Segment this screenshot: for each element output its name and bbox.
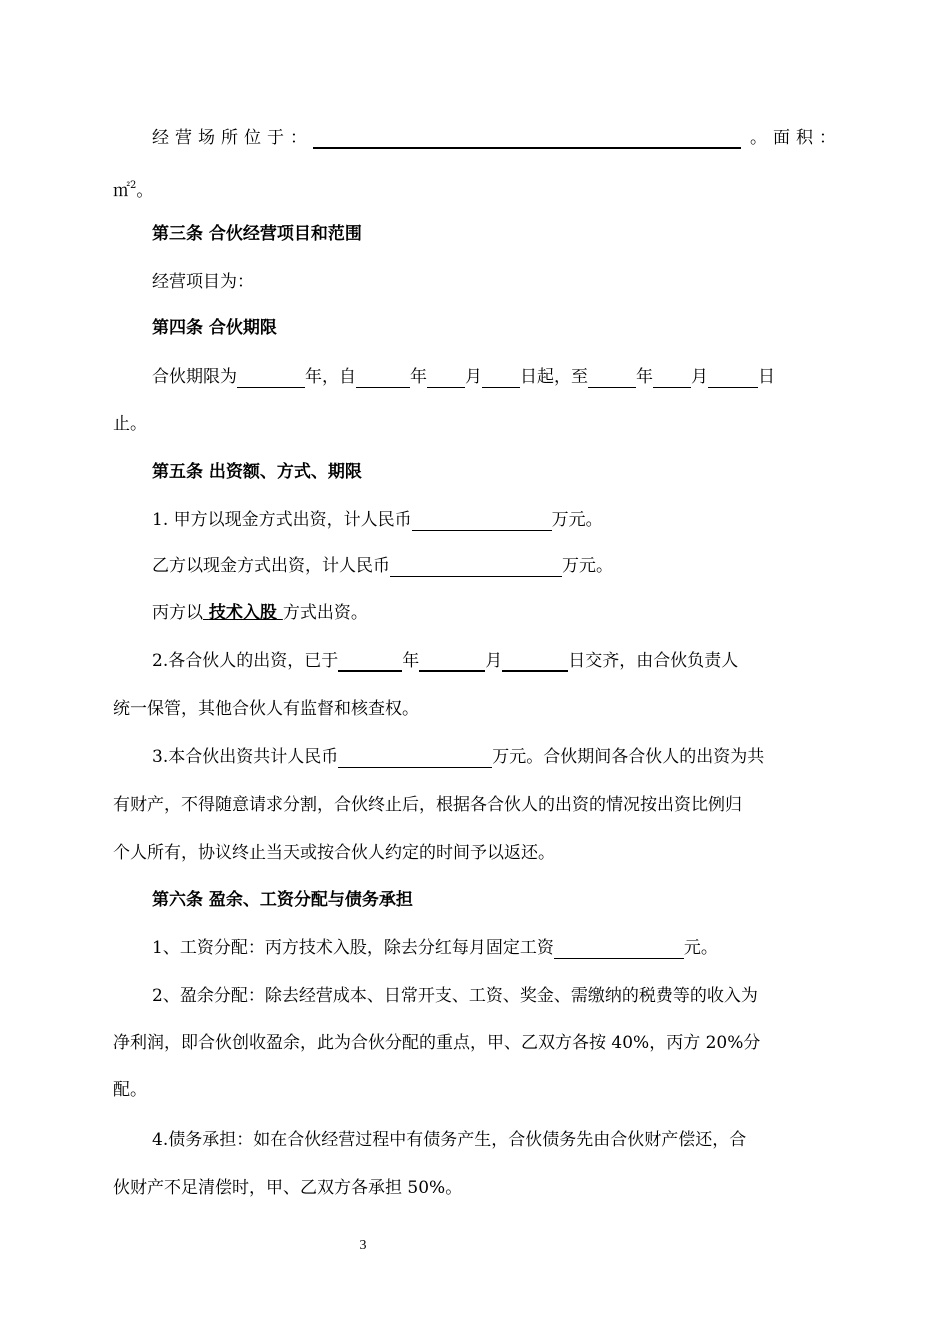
party-b-unit: 万元。: [562, 556, 613, 576]
term-label: 合伙期限为: [152, 367, 237, 387]
article6-item4-line1: 4.债务承担：如在合伙经营过程中有债务产生，合伙债务先由合伙财产偿还，合: [152, 1130, 747, 1150]
salary-amount-blank: [554, 938, 684, 959]
area-unit-end: 。: [136, 181, 154, 201]
article6-item2-line1: 2、盈余分配：除去经营成本、日常开支、工资、奖金、需缴纳的税费等的收入为: [152, 986, 758, 1006]
total-amount-blank: [338, 747, 492, 768]
location-blank: [313, 127, 741, 149]
article5-item3-line3: 个人所有，协议终止当天或按合伙人约定的时间予以返还。: [113, 843, 555, 863]
party-c-method: [203, 603, 283, 623]
contribution-day-blank: [502, 650, 568, 672]
article6-item1: [0, 932, 950, 964]
start-year-label: 年: [410, 367, 427, 387]
term-years-blank: [237, 367, 305, 388]
location-label: 经营场所位于：: [152, 128, 313, 148]
article5-item2: [0, 645, 950, 677]
article5-item3: [0, 741, 950, 773]
article5-item1: [0, 504, 950, 536]
party-c-contribution-label: 丙方以: [152, 603, 203, 623]
contribution-date-label: 2.各合伙人的出资，已于: [152, 651, 339, 671]
party-a-amount-blank: [412, 510, 552, 531]
contribution-month-blank: [419, 650, 485, 672]
contribution-month-label: 月: [485, 651, 503, 671]
party-a-unit: 万元。: [551, 510, 603, 530]
area-unit-line: [0, 170, 950, 202]
end-year-blank: [588, 367, 636, 388]
party-b-amount-blank: [390, 556, 562, 577]
party-b-contribution-label: 乙方以现金方式出资，计人民币: [152, 556, 390, 576]
area-unit: ㎡: [113, 181, 130, 201]
article5-item1c: [0, 597, 950, 629]
contribution-year-label: 年: [402, 651, 420, 671]
end-month-label: 月: [691, 367, 708, 387]
area-unit-sup: 2: [130, 180, 137, 191]
end-month-blank: [653, 367, 691, 388]
start-year-blank: [356, 367, 410, 388]
salary-label: 1、工资分配：丙方技术入股，除去分红每月固定工资: [152, 938, 554, 958]
article3-heading: 第三条 合伙经营项目和范围: [152, 224, 362, 244]
article3-text: 经营项目为：: [152, 272, 254, 292]
salary-unit: 元。: [683, 938, 718, 958]
end-day-label: 日: [758, 367, 775, 387]
end-day-blank: [708, 367, 758, 388]
article4-tail: 止。: [113, 414, 147, 434]
article5-item3-line2: 有财产，不得随意请求分割，合伙终止后，根据各合伙人的出资的情况按出资比例归: [113, 795, 742, 815]
page-number: 3: [359, 1238, 367, 1253]
location-area-label: 。面积：: [750, 128, 842, 148]
start-month-label: 月: [465, 367, 482, 387]
location-line: [0, 122, 950, 154]
article6-item4-line2: 伙财产不足清偿时，甲、乙双方各承担 50%。: [113, 1178, 463, 1198]
article4-heading: 第四条 合伙期限: [152, 318, 277, 338]
article6-heading: 第六条 盈余、工资分配与债务承担: [152, 890, 413, 910]
article6-item2-line3: 配。: [113, 1080, 147, 1100]
party-a-contribution-label: 1. 甲方以现金方式出资，计人民币: [152, 510, 412, 530]
end-year-label: 年: [636, 367, 653, 387]
term-year-label: 年，自: [305, 367, 356, 387]
article5-item1b: [0, 550, 950, 582]
article6-item2-line2: 净利润，即合伙创收盈余，此为合伙分配的重点，甲、乙双方各按 40%，丙方 20%分: [113, 1033, 761, 1053]
contribution-date-suffix: 日交齐，由合伙负责人: [568, 651, 739, 671]
contribution-year-blank: [338, 650, 402, 672]
article4-term-line: [0, 361, 950, 393]
start-day-label: 日起，至: [520, 367, 588, 387]
total-contribution-label: 3.本合伙出资共计人民币: [152, 747, 339, 767]
article5-item2-line2: 统一保管，其他合伙人有监督和核查权。: [113, 699, 419, 719]
start-month-blank: [427, 367, 465, 388]
party-c-suffix: 方式出资。: [282, 603, 368, 623]
start-day-blank: [482, 367, 520, 388]
article5-heading: 第五条 出资额、方式、期限: [152, 462, 362, 482]
total-contribution-suffix: 万元。合伙期间各合伙人的出资为共: [492, 747, 765, 767]
party-c-method-text: 技术入股: [208, 603, 277, 623]
